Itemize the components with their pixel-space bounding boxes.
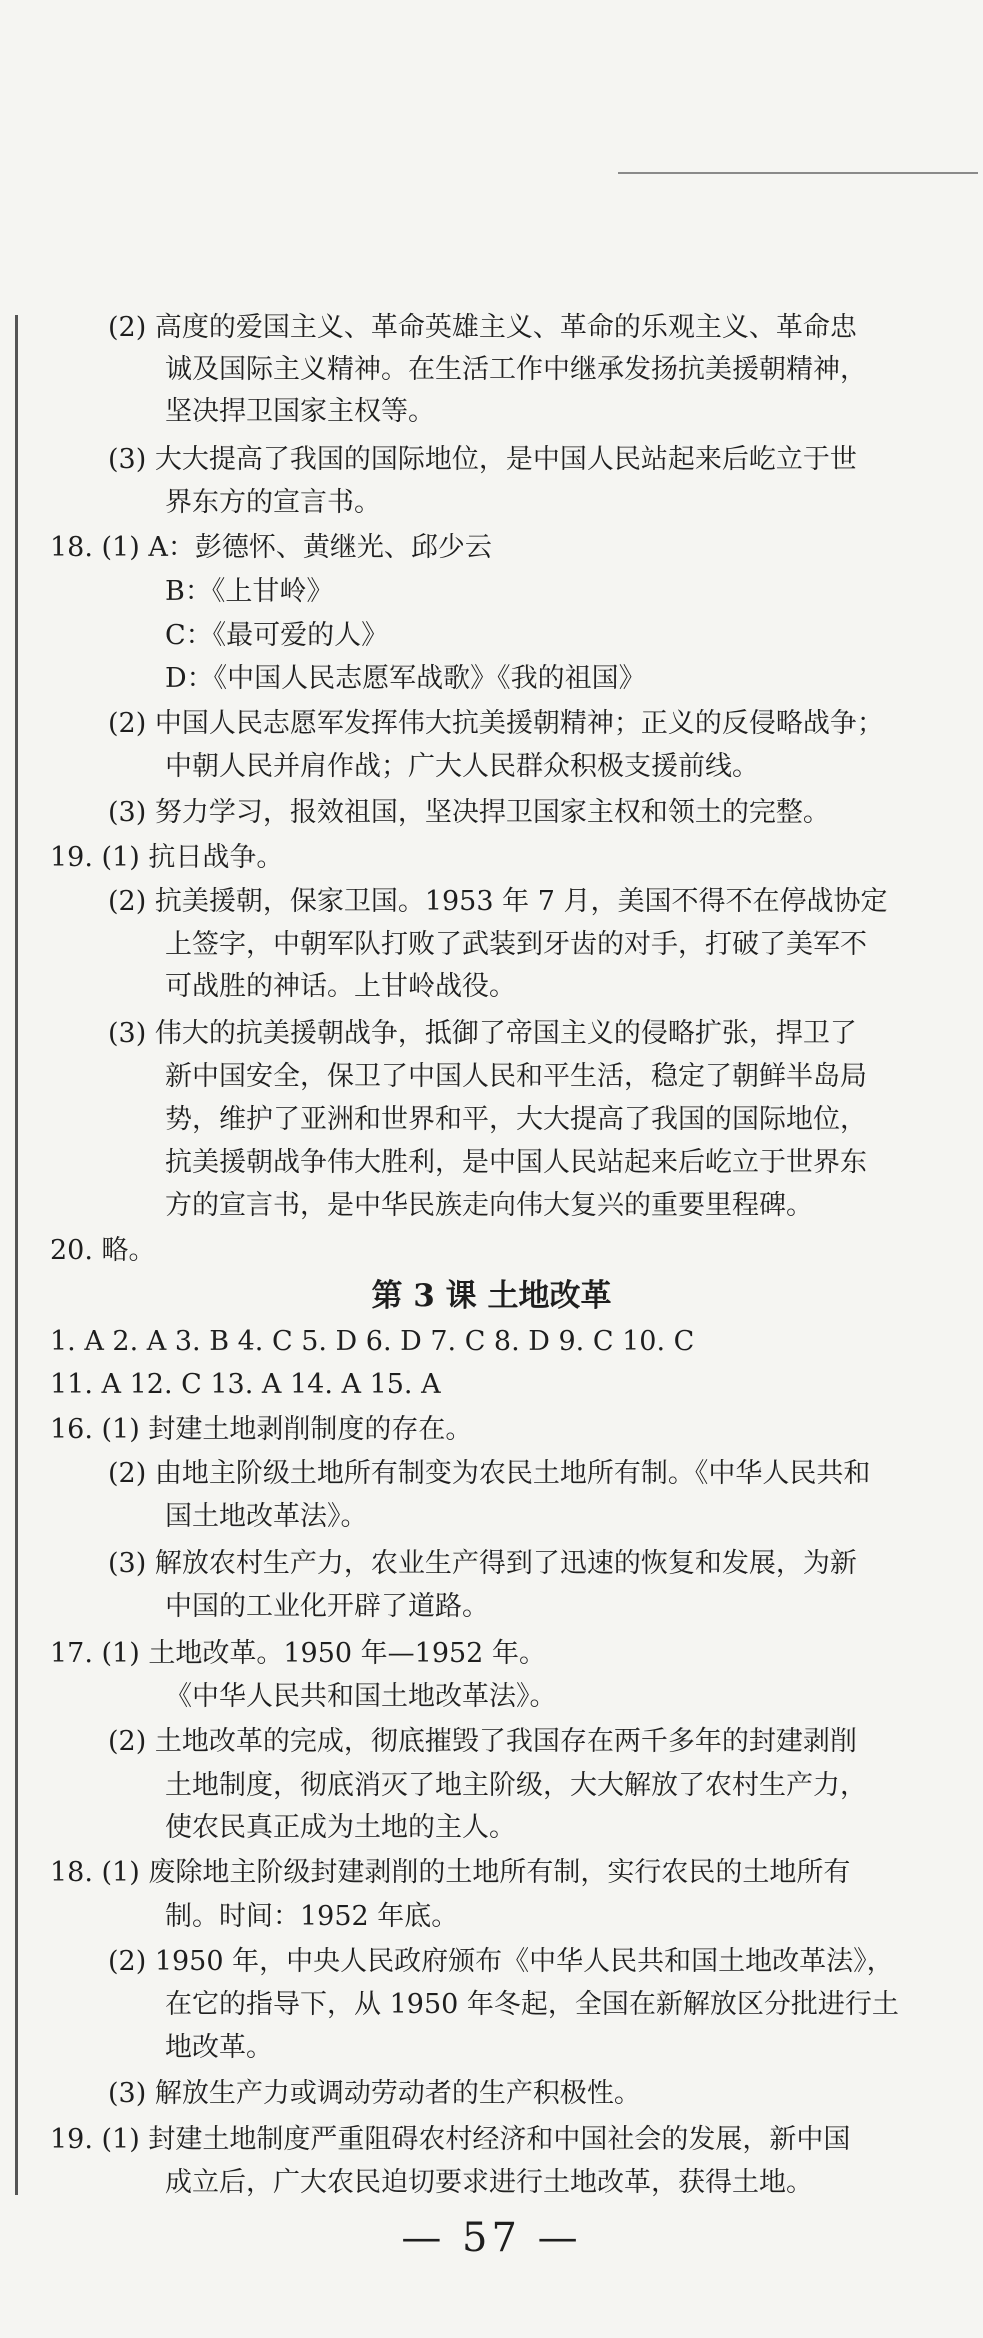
header-rule (618, 172, 978, 174)
text-line: (2) 土地改革的完成，彻底摧毁了我国存在两千多年的封建剥削 (108, 1726, 857, 1757)
text-line: 新中国安全，保卫了中国人民和平生活，稳定了朝鲜半岛局 (165, 1061, 867, 1092)
text-line: D：《中国人民志愿军战歌》《我的祖国》 (165, 663, 646, 694)
text-line: 制。时间：1952 年底。 (165, 1901, 459, 1932)
text-line: B：《上甘岭》 (165, 576, 334, 607)
text-line: (2) 1950 年，中央人民政府颁布《中华人民共和国土地改革法》， (108, 1946, 894, 1977)
text-line: (3) 大大提高了我国的国际地位，是中国人民站起来后屹立于世 (108, 444, 857, 475)
text-line: (3) 努力学习，报效祖国，坚决捍卫国家主权和领土的完整。 (108, 797, 830, 828)
text-line: 20. 略。 (50, 1235, 156, 1266)
text-line: 中朝人民并肩作战；广大人民群众积极支援前线。 (165, 751, 759, 782)
text-line: 抗美援朝战争伟大胜利，是中国人民站起来后屹立于世界东 (165, 1147, 867, 1178)
text-line: 方的宣言书，是中华民族走向伟大复兴的重要里程碑。 (165, 1190, 813, 1221)
text-line: 18. (1) 废除地主阶级封建剥削的土地所有制，实行农民的土地所有 (50, 1857, 851, 1888)
text-line: 界东方的宣言书。 (165, 487, 381, 518)
text-line: 国土地改革法》。 (165, 1501, 368, 1532)
text-line: 18. (1) A：彭德怀、黄继光、邱少云 (50, 532, 492, 563)
text-line: 成立后，广大农民迫切要求进行土地改革，获得土地。 (165, 2167, 813, 2198)
text-line: 在它的指导下，从 1950 年冬起，全国在新解放区分批进行土 (165, 1989, 899, 2020)
text-line: 势，维护了亚洲和世界和平，大大提高了我国的国际地位， (165, 1104, 867, 1135)
text-line: 16. (1) 封建土地剥削制度的存在。 (50, 1414, 473, 1445)
lesson-heading: 第 3 课 土地改革 (371, 1278, 612, 1314)
text-line: 诚及国际主义精神。在生活工作中继承发扬抗美援朝精神， (165, 354, 867, 385)
text-line: (3) 伟大的抗美援朝战争，抵御了帝国主义的侵略扩张，捍卫了 (108, 1018, 857, 1049)
text-line: 11. A 12. C 13. A 14. A 15. A (50, 1369, 441, 1400)
text-line: 17. (1) 土地改革。1950 年—1952 年。 (50, 1638, 546, 1669)
page-number: — 57 — (401, 2215, 582, 2261)
text-line: (2) 由地主阶级土地所有制变为农民土地所有制。《中华人民共和 (108, 1458, 871, 1489)
text-line: 中国的工业化开辟了道路。 (165, 1591, 489, 1622)
text-line: 上签字，中朝军队打败了武装到牙齿的对手，打破了美军不 (165, 929, 867, 960)
text-line: (3) 解放生产力或调动劳动者的生产积极性。 (108, 2078, 641, 2109)
text-line: 使农民真正成为土地的主人。 (165, 1812, 516, 1843)
text-line: 1. A 2. A 3. B 4. C 5. D 6. D 7. C 8. D 9. C 10. C (50, 1326, 695, 1357)
text-line: 地改革。 (165, 2032, 273, 2063)
text-line: 19. (1) 抗日战争。 (50, 842, 284, 873)
text-line: 坚决捍卫国家主权等。 (165, 396, 435, 427)
text-line: 《中华人民共和国土地改革法》。 (165, 1681, 557, 1712)
text-line: 可战胜的神话。上甘岭战役。 (165, 971, 516, 1002)
margin-rule (15, 315, 18, 2195)
text-line: C：《最可爱的人》 (165, 620, 389, 651)
text-line: (2) 高度的爱国主义、革命英雄主义、革命的乐观主义、革命忠 (108, 312, 857, 343)
text-line: (3) 解放农村生产力，农业生产得到了迅速的恢复和发展，为新 (108, 1548, 857, 1579)
text-line: 土地制度，彻底消灭了地主阶级，大大解放了农村生产力， (165, 1770, 867, 1801)
text-line: 19. (1) 封建土地制度严重阻碍农村经济和中国社会的发展，新中国 (50, 2124, 851, 2155)
text-line: (2) 抗美援朝，保家卫国。1953 年 7 月，美国不得不在停战协定 (108, 886, 888, 917)
text-line: (2) 中国人民志愿军发挥伟大抗美援朝精神；正义的反侵略战争； (108, 708, 884, 739)
